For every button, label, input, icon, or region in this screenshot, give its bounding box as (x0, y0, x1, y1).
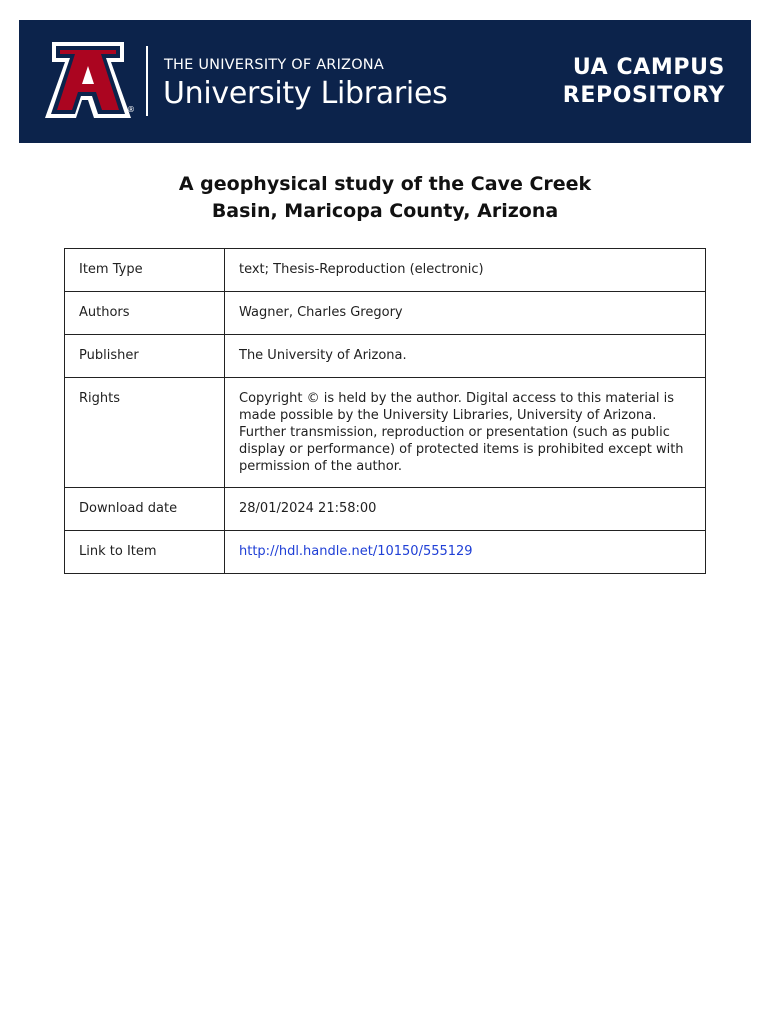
metadata-row-item-type (65, 249, 706, 292)
metadata-value: 28/01/2024 21:58:00 (225, 488, 706, 531)
campus-repository-label (525, 54, 725, 110)
metadata-value: The University of Arizona. (225, 335, 706, 378)
metadata-value (225, 531, 706, 574)
document-title (85, 171, 685, 225)
metadata-label: Link to Item (65, 531, 225, 574)
metadata-label: Item Type (65, 249, 225, 292)
document-title-line-1: A geophysical study of the Cave Creek (178, 173, 592, 195)
metadata-row-download-date (65, 488, 706, 531)
metadata-row-publisher (65, 335, 706, 378)
libraries-title: University Libraries (163, 76, 448, 111)
metadata-row-rights (65, 378, 706, 488)
banner-divider (146, 46, 148, 116)
metadata-value: text; Thesis-Reproduction (electronic) (225, 249, 706, 292)
metadata-row-authors (65, 292, 706, 335)
metadata-value: Copyright © is held by the author. Digital access to this material is made possible by the University Libraries, University of Arizona. Further transmission, reproduction or presentation (such as public display or performance) of protected items is prohibited except with permission of the author. (225, 378, 706, 488)
metadata-table (64, 248, 706, 574)
handle-link[interactable]: http://hdl.handle.net/10150/555129 (239, 544, 473, 559)
university-name: THE UNIVERSITY OF ARIZONA (164, 57, 384, 73)
metadata-value: Wagner, Charles Gregory (225, 292, 706, 335)
registered-mark: ® (127, 105, 135, 114)
metadata-row-link-to-item (65, 531, 706, 574)
metadata-label: Publisher (65, 335, 225, 378)
metadata-label: Download date (65, 488, 225, 531)
university-of-arizona-a-logo-icon (45, 42, 131, 118)
campus-repository-line-2: REPOSITORY (562, 83, 725, 108)
repository-banner (19, 20, 751, 143)
metadata-label: Rights (65, 378, 225, 488)
campus-repository-line-1: UA CAMPUS (572, 55, 725, 80)
document-title-line-2: Basin, Maricopa County, Arizona (211, 200, 559, 222)
metadata-label: Authors (65, 292, 225, 335)
